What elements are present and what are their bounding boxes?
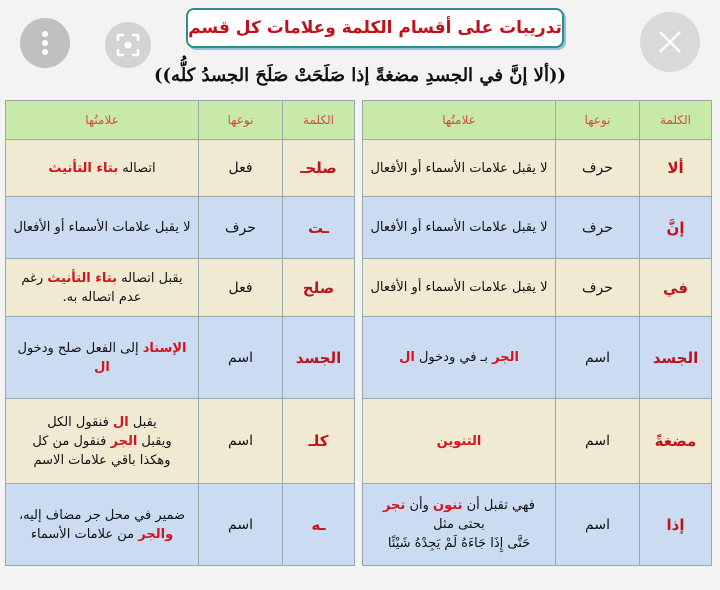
header-signs: علامتُها — [6, 101, 199, 140]
sign-highlight: الإسناد — [142, 340, 187, 356]
sign-cell — [6, 317, 199, 399]
type-cell: حرف — [556, 197, 640, 259]
header-signs: علامتُها — [363, 101, 556, 140]
sign-example: حَتَّى إِذَا جَاءَهُ لَمْ يَجِدْهُ شَيْئًا — [387, 536, 531, 551]
more-options-button[interactable] — [20, 18, 70, 68]
sign-text: وهكذا باقي علامات الاسم — [33, 452, 171, 468]
left-table — [5, 100, 355, 566]
type-cell: فعل — [199, 140, 283, 197]
sign-text: اتصاله — [118, 160, 156, 176]
word-cell: ألا — [640, 140, 712, 197]
sign-cell: لا يقبل علامات الأسماء أو الأفعال — [6, 197, 199, 259]
type-cell: اسم — [199, 484, 283, 566]
sign-text: رغم عدم اتصاله به. — [21, 270, 142, 305]
sign-cell: لا يقبل علامات الأسماء أو الأفعال — [363, 140, 556, 197]
header-word: الكلمة — [640, 101, 712, 140]
close-button[interactable] — [640, 12, 700, 72]
word-cell: إنَّ — [640, 197, 712, 259]
type-cell: حرف — [556, 259, 640, 317]
word-cell: ـت — [283, 197, 355, 259]
sign-cell — [6, 140, 199, 197]
word-cell: ـه — [283, 484, 355, 566]
sign-text: فنقول الكل — [47, 414, 113, 430]
sign-text: يقبل — [128, 414, 157, 430]
header-type: نوعها — [199, 101, 283, 140]
header-type: نوعها — [556, 101, 640, 140]
word-cell: الجسد — [283, 317, 355, 399]
sign-cell — [363, 399, 556, 484]
sign-cell — [363, 484, 556, 566]
type-cell: اسم — [556, 317, 640, 399]
type-cell: اسم — [199, 399, 283, 484]
sign-text: بحتى مثل — [433, 517, 485, 532]
sign-highlight: ال — [112, 414, 129, 430]
word-cell: صلح — [283, 259, 355, 317]
sign-highlight: ال — [399, 350, 415, 365]
hadith-text: ((ألا إنَّ في الجسدِ مضغةً إذا صَلَحَتْ صَلَحَ الجسدُ كلُّه)) — [154, 64, 566, 86]
sign-text: ويقبل — [137, 433, 172, 449]
sign-cell: لا يقبل علامات الأسماء أو الأفعال — [363, 259, 556, 317]
type-cell: فعل — [199, 259, 283, 317]
header-word: الكلمة — [283, 101, 355, 140]
sign-text: بـ في ودخول — [414, 350, 493, 365]
sign-highlight: بتاء التأنيث — [47, 270, 117, 286]
sign-highlight: الجر — [492, 350, 519, 365]
word-cell: مضغةً — [640, 399, 712, 484]
sign-cell — [363, 317, 556, 399]
sign-highlight: ال — [94, 359, 110, 375]
type-cell: حرف — [199, 197, 283, 259]
type-cell: اسم — [556, 484, 640, 566]
sign-highlight: تجر — [382, 498, 406, 513]
more-vert-icon — [35, 28, 55, 58]
sign-highlight: بتاء التأنيث — [48, 160, 119, 176]
type-cell: اسم — [556, 399, 640, 484]
word-cell: في — [640, 259, 712, 317]
page-title: تدريبات على أقسام الكلمة وعلامات كل قسم — [186, 8, 564, 48]
sign-text: من علامات الأسماء — [30, 526, 139, 542]
close-icon — [657, 29, 683, 55]
type-cell: اسم — [199, 317, 283, 399]
sign-highlight: تنون — [433, 498, 463, 513]
word-cell: إذا — [640, 484, 712, 566]
sign-cell: لا يقبل علامات الأسماء أو الأفعال — [363, 197, 556, 259]
word-cell: الجسد — [640, 317, 712, 399]
sign-cell — [6, 484, 199, 566]
sign-highlight: التنوين — [436, 433, 482, 449]
sign-text: ضمير في محل جر مضاف إليه، — [18, 507, 186, 523]
sign-text: فهي تقبل أن — [462, 498, 536, 513]
type-cell: حرف — [556, 140, 640, 197]
word-cell: كلـ — [283, 399, 355, 484]
sign-text: فنقول من كل — [32, 433, 111, 449]
sign-cell — [6, 259, 199, 317]
sign-cell — [6, 399, 199, 484]
sign-text: يقبل اتصاله — [116, 270, 183, 286]
word-cell: صلحـ — [283, 140, 355, 197]
lens-icon — [115, 32, 141, 58]
right-table — [362, 100, 712, 566]
sign-text: إلى الفعل صلح ودخول — [17, 340, 143, 356]
sign-highlight: والجر — [138, 526, 174, 542]
sign-text: وأن — [405, 498, 434, 513]
sign-highlight: الجر — [110, 433, 138, 449]
